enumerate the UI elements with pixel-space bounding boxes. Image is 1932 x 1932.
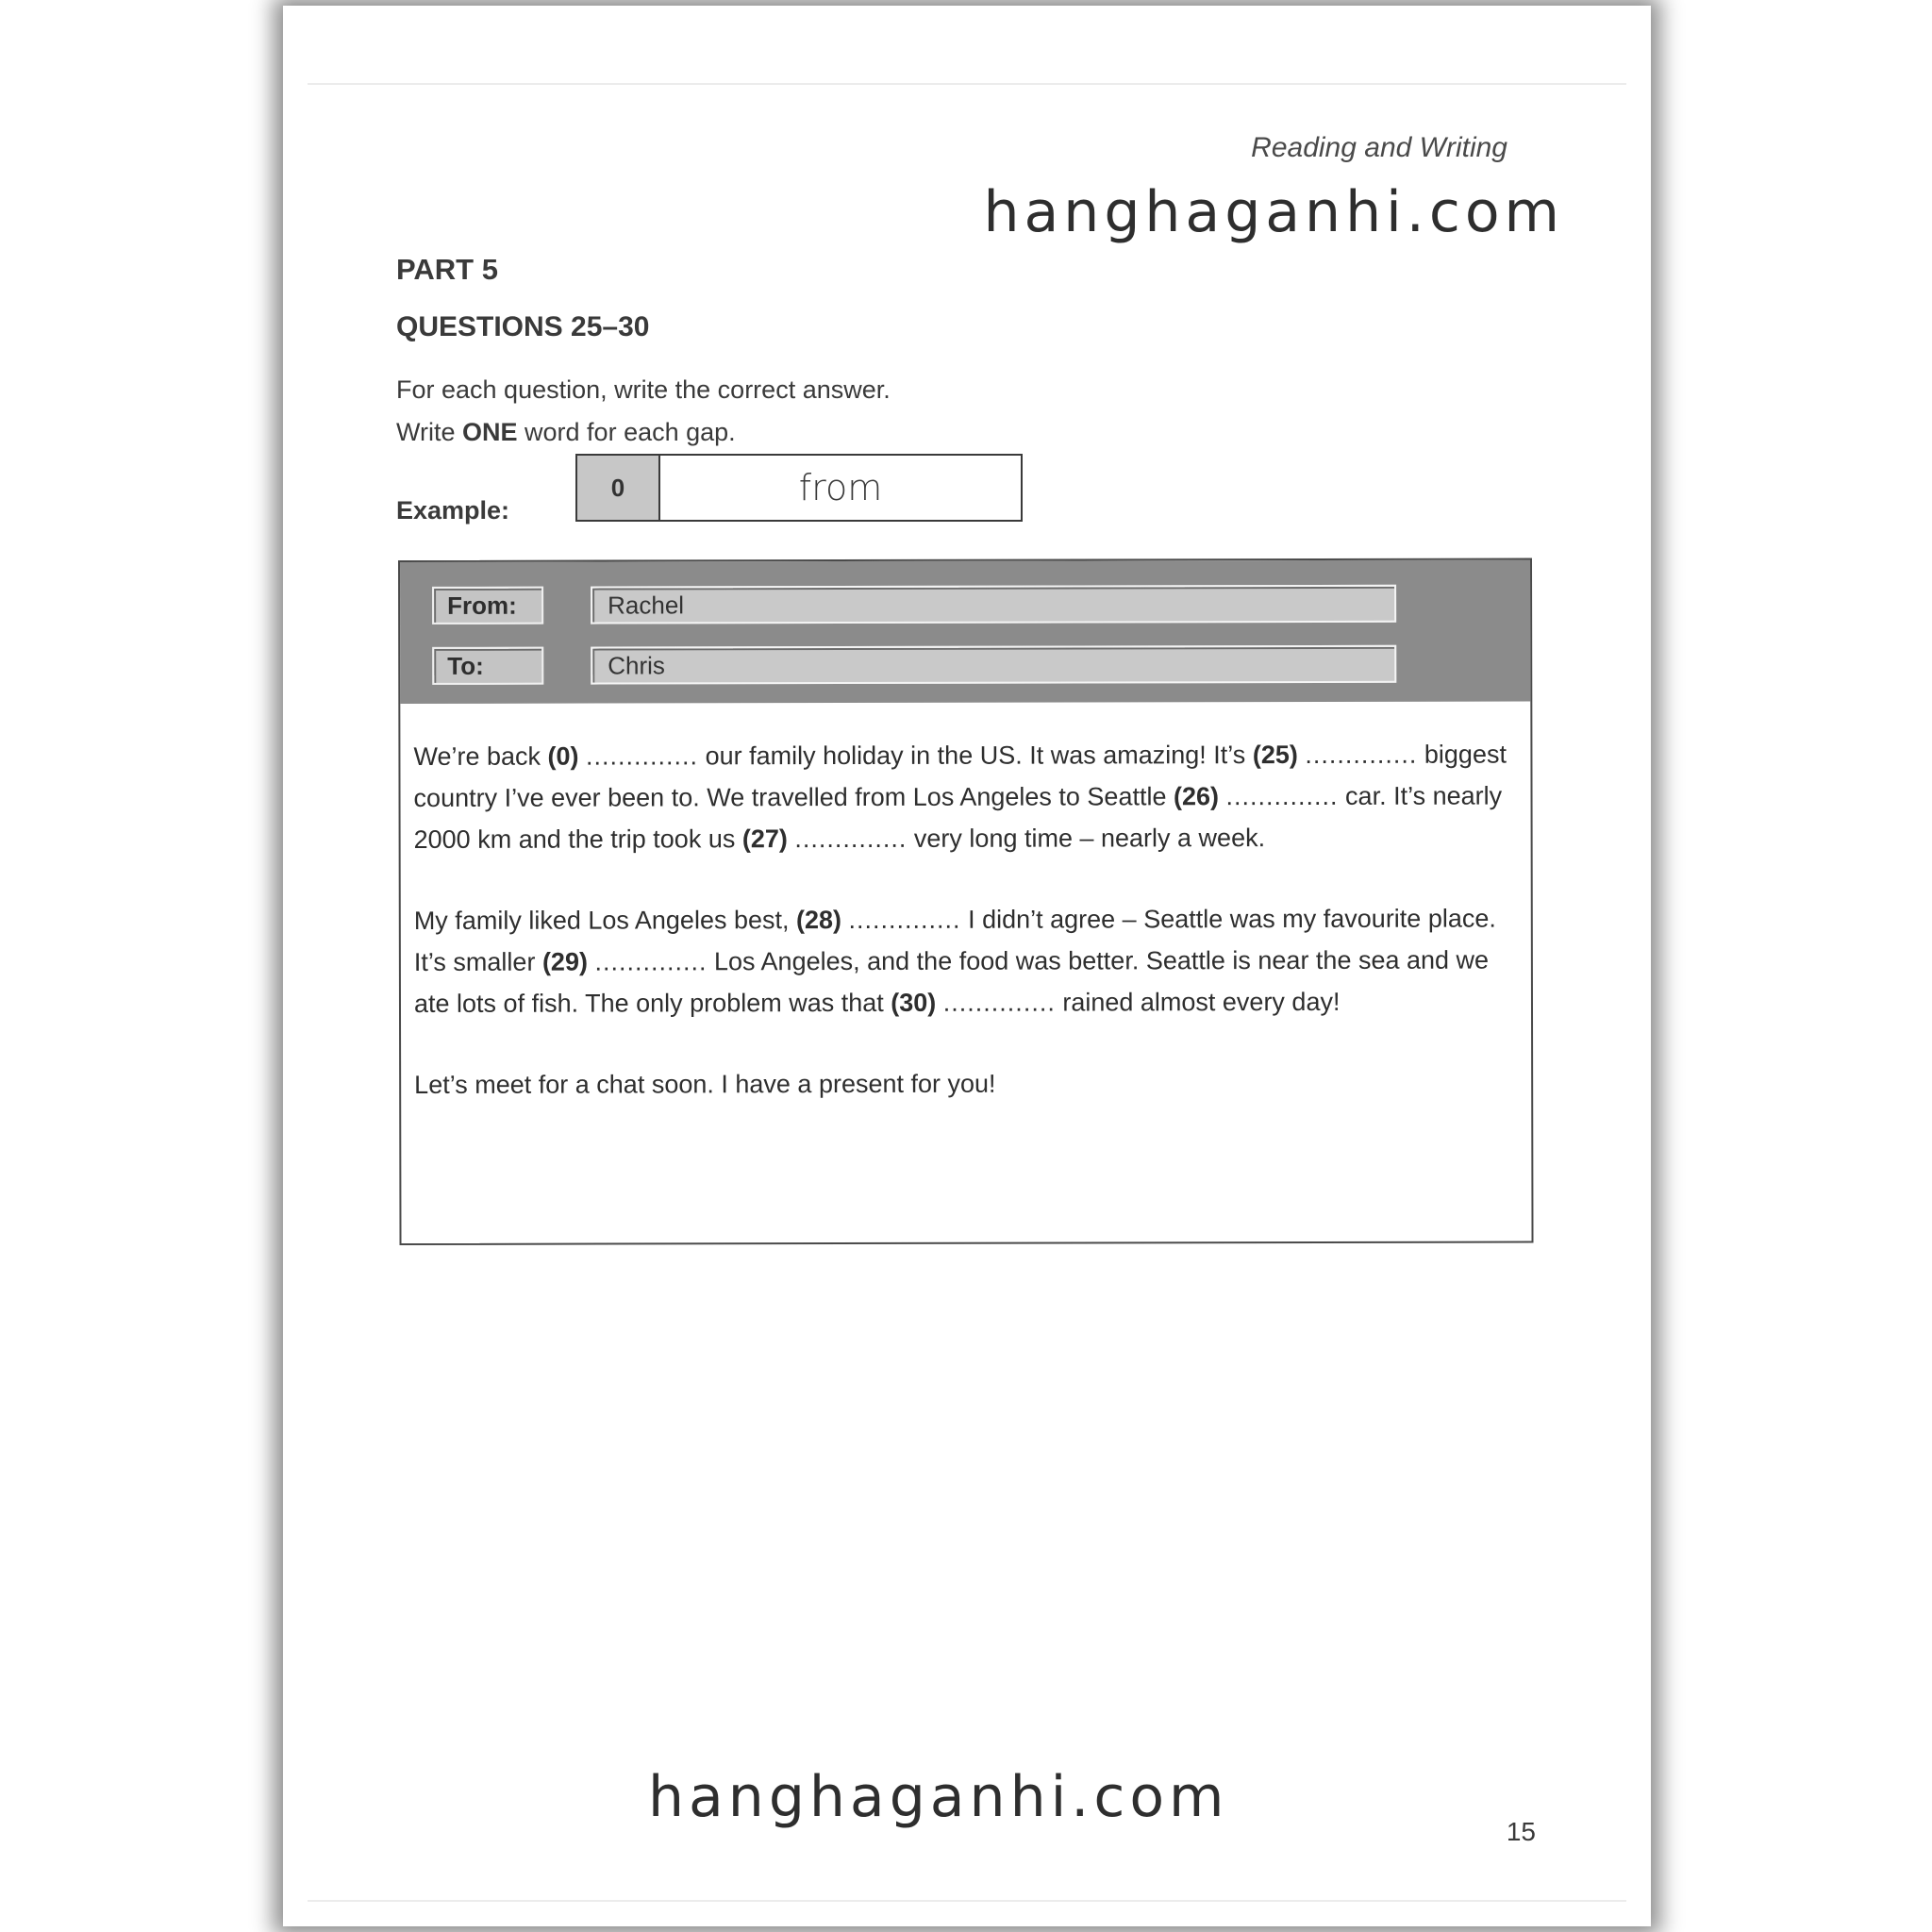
gap-dots: .............. — [1225, 781, 1339, 811]
questions-title: QUESTIONS 25–30 — [396, 311, 650, 342]
watermark-bottom: hanghaganhi.com — [648, 1764, 1229, 1830]
email-paragraph-1 — [413, 734, 1517, 860]
text-run: rained almost every day! — [1055, 987, 1341, 1017]
page-number: 15 — [1506, 1817, 1536, 1846]
gap-dots: .............. — [1305, 740, 1418, 769]
text-run: I didn’t agree – Seattle was my favourite place. It’s smaller — [413, 904, 1496, 976]
text-run: We’re back — [413, 741, 548, 771]
to-field: Chris — [591, 645, 1396, 685]
bottom-rule — [308, 1900, 1626, 1902]
instruction-line-1: For each question, write the correct answer. — [396, 375, 891, 404]
part-title: PART 5 — [396, 253, 498, 286]
running-head: Reading and Writing — [1251, 132, 1507, 163]
example-answer: from — [798, 467, 883, 508]
text-run: biggest country I’ve ever been to. We travelled from Los Angeles to Seattle — [413, 740, 1507, 812]
gap-number: (26) — [1173, 782, 1220, 811]
gap-dots: .............. — [942, 988, 1056, 1017]
watermark-top: hanghaganhi.com — [983, 179, 1564, 245]
from-field: Rachel — [591, 585, 1396, 625]
instruction-text: word for each gap. — [517, 418, 736, 446]
gap-dots: .............. — [585, 741, 699, 771]
gap-number: (0) — [547, 741, 579, 771]
email-header — [400, 559, 1530, 704]
text-run: Los Angeles, and the food was better. Seattle is near the sea and we ate lots of fish. The only problem was that — [413, 945, 1490, 1018]
to-label: To: — [432, 647, 543, 685]
email-card — [398, 558, 1534, 1245]
text-run: My family liked Los Angeles best, — [413, 906, 797, 935]
from-label: From: — [432, 587, 543, 625]
text-run: car. It’s nearly 2000 km and the trip took us — [413, 781, 1503, 854]
top-rule — [308, 83, 1626, 85]
text-run: our family holiday in the US. It was amazing! It’s — [698, 741, 1253, 771]
email-body — [400, 701, 1531, 1106]
gap-dots: .............. — [848, 905, 961, 935]
email-paragraph-3: Let’s meet for a chat soon. I have a present for you! — [414, 1069, 996, 1099]
email-paragraph-2 — [414, 898, 1518, 1024]
gap-number: (25) — [1252, 741, 1298, 770]
gap-number: (27) — [741, 824, 788, 854]
instruction-line-2 — [396, 418, 736, 447]
text-run: very long time – nearly a week. — [907, 824, 1266, 853]
example-label: Example: — [396, 496, 510, 525]
example-number: 0 — [577, 456, 660, 520]
gap-dots: .............. — [594, 947, 708, 976]
gap-dots: .............. — [794, 824, 908, 854]
gap-number: (28) — [795, 906, 842, 935]
example-box — [575, 454, 1023, 522]
document-page — [294, 17, 1640, 1915]
gap-number: (29) — [541, 947, 588, 976]
instruction-text: Write — [396, 418, 463, 446]
instruction-emphasis: ONE — [462, 418, 518, 446]
gap-number: (30) — [891, 988, 937, 1017]
